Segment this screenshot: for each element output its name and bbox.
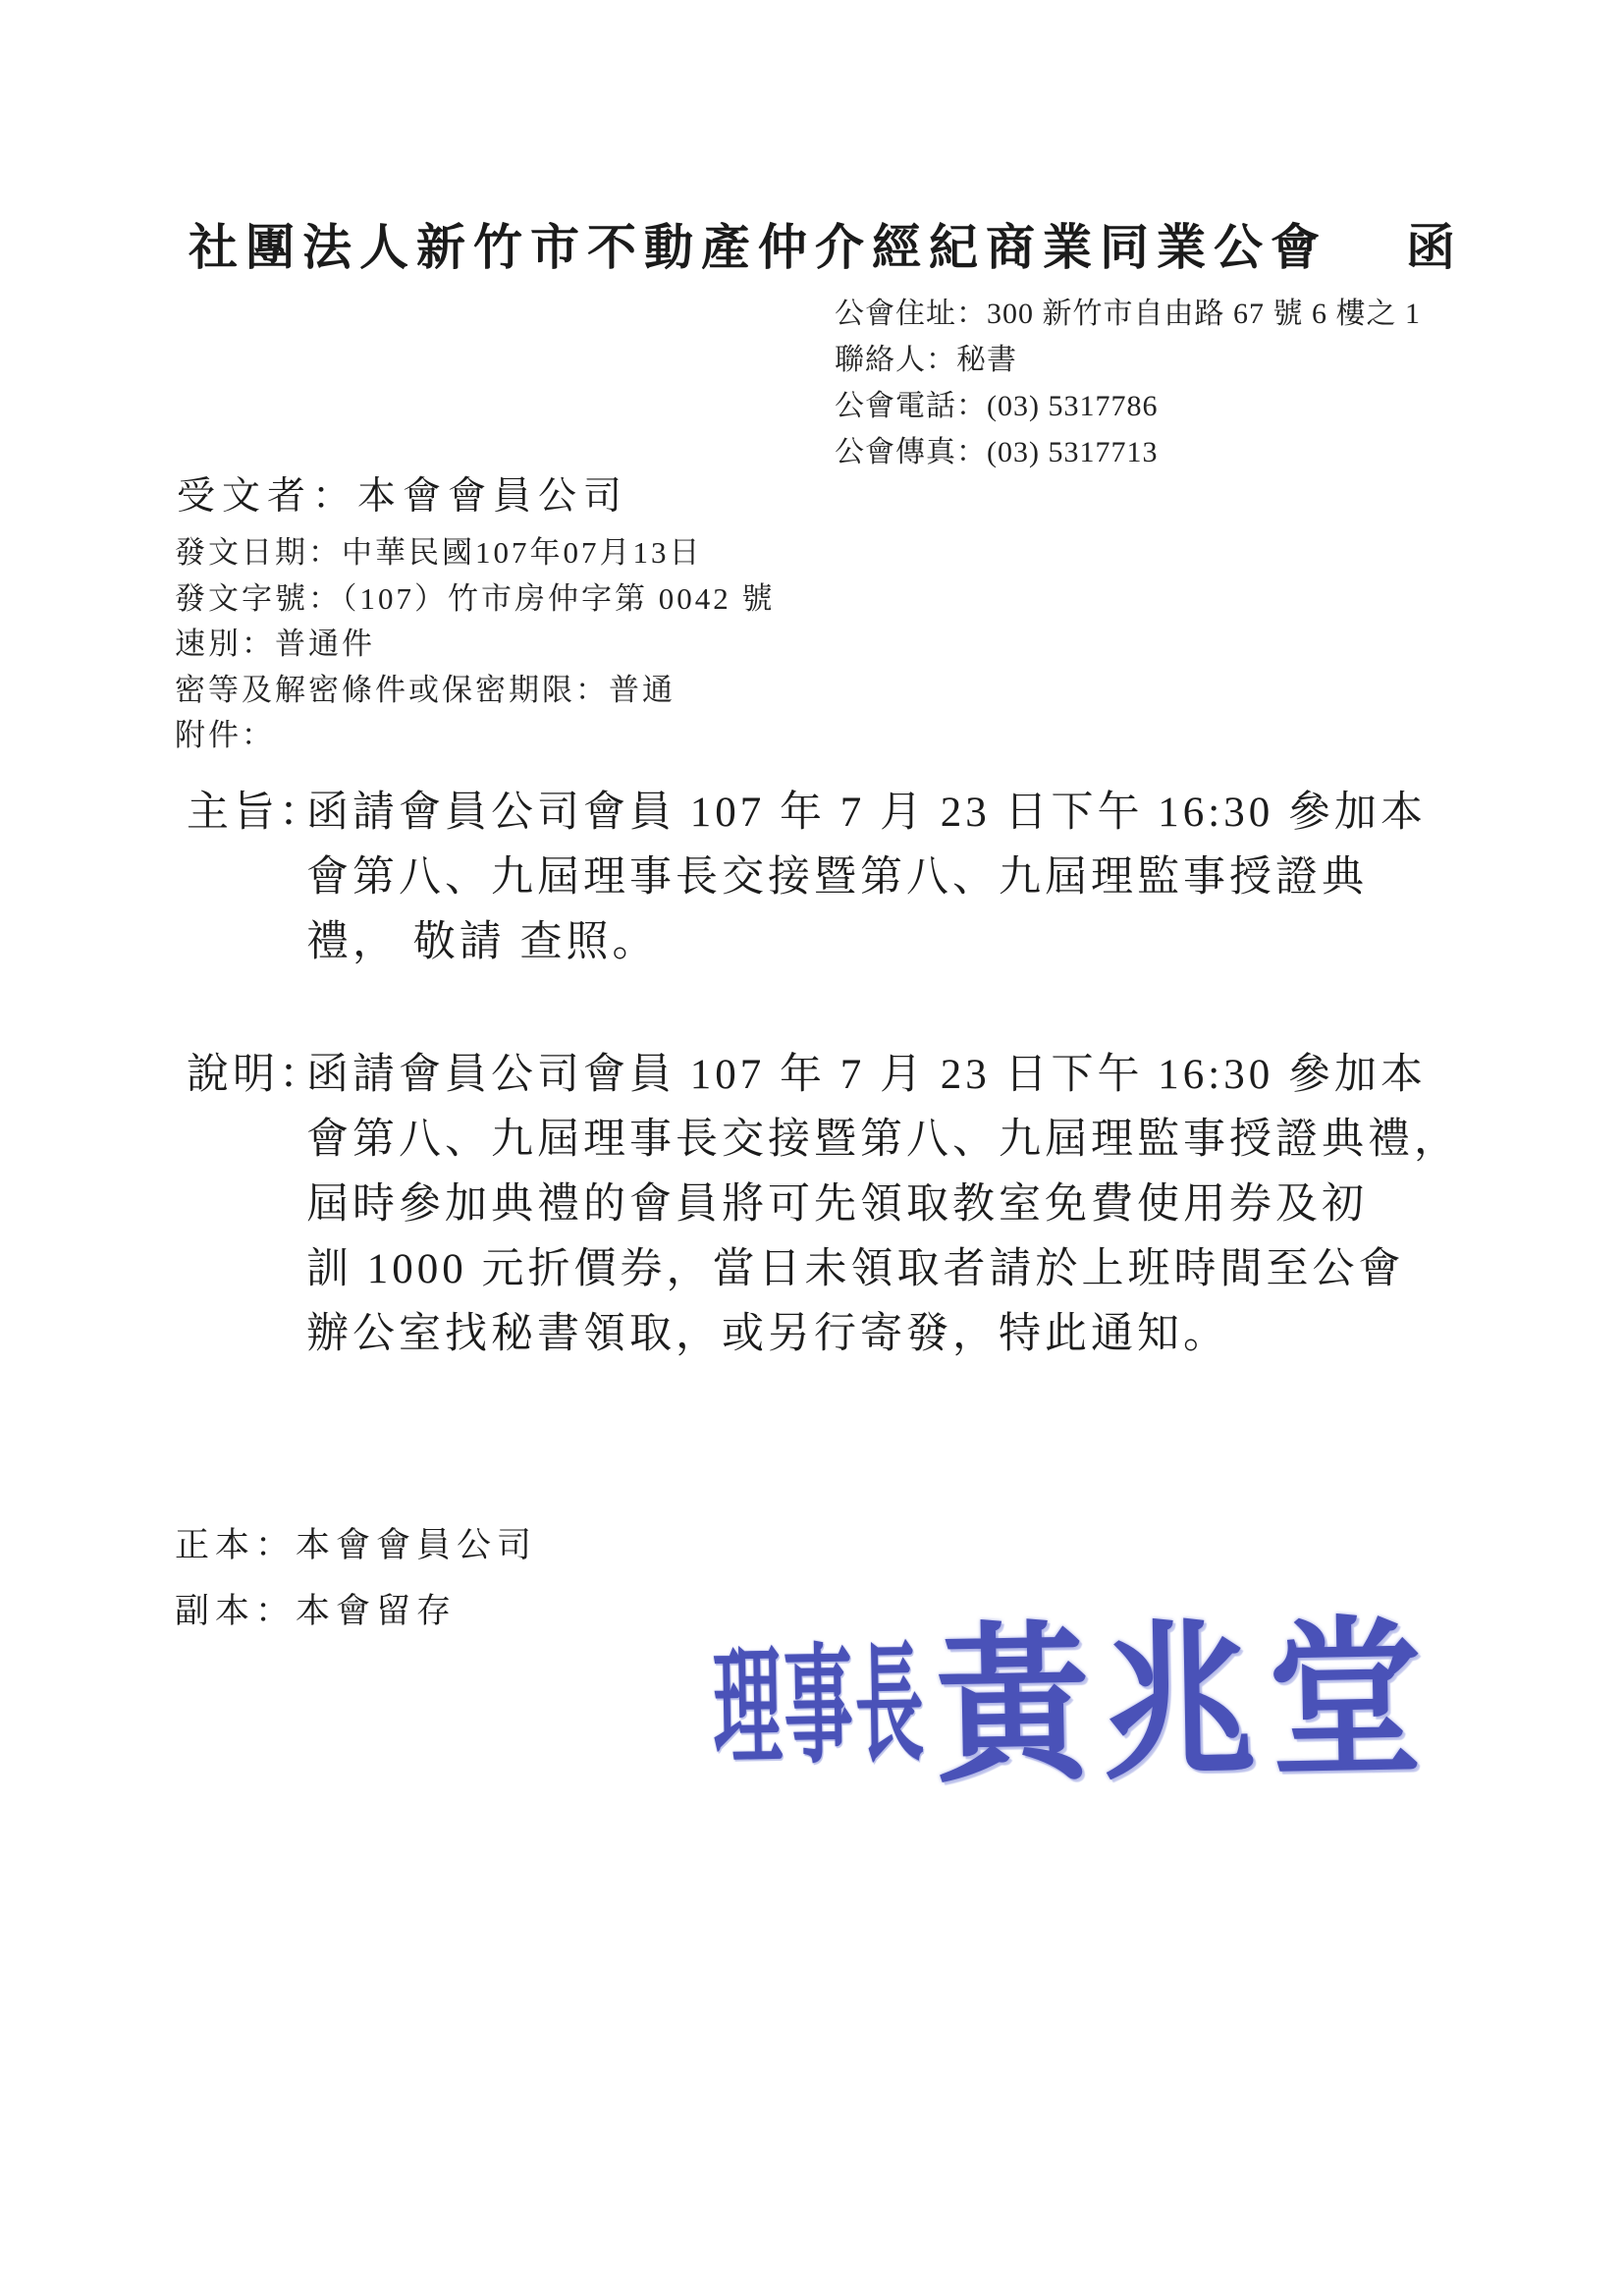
security-class-label: 密等及解密條件或保密期限：: [175, 672, 609, 707]
description-text-line: 辦公室找秘書領取，或另行寄發，特此通知。: [306, 1311, 1229, 1357]
description-text-line: 會第八、九屆理事長交接暨第八、九屆理監事授證典禮，: [306, 1117, 1460, 1163]
meta-block: [175, 530, 776, 759]
security-class-line: [175, 668, 776, 714]
issue-date-value: 中華民國107年07月13日: [342, 535, 703, 570]
original-copy-line: [175, 1512, 537, 1578]
speed-class-line: [175, 622, 776, 668]
contact-person-value: 秘書: [956, 344, 1017, 376]
description-label: 說明：: [187, 1052, 325, 1098]
duplicate-copy-label: 副本：: [175, 1592, 297, 1630]
chairman-stamp: [711, 1562, 1480, 1817]
subject-body: [306, 781, 1427, 975]
original-copy-label: 正本：: [175, 1526, 297, 1564]
contact-address-line: [835, 291, 1421, 337]
subject-label: 主旨：: [187, 790, 325, 836]
recipient-value: 本會會員公司: [357, 475, 629, 518]
contact-person-line: [835, 337, 1421, 383]
issue-date-line: [175, 530, 776, 576]
subject-section: [187, 781, 1427, 975]
document-type: 函: [1406, 220, 1463, 275]
contact-phone-value: (03) 5317786: [987, 390, 1159, 422]
description-text-line: 函請會員公司會員 107 年 7 月 23 日下午 16:30 參加本: [306, 1052, 1427, 1098]
description-text-line: 訓 1000 元折價券，當日未領取者請於上班時間至公會: [306, 1246, 1405, 1292]
copies-block: [175, 1512, 537, 1644]
reference-number-line: [175, 576, 776, 623]
original-copy-value: 本會會員公司: [296, 1526, 538, 1564]
speed-class-label: 速別：: [175, 627, 275, 661]
contact-person-label: 聯絡人：: [835, 344, 956, 376]
contact-fax-value: (03) 5317713: [987, 436, 1159, 468]
subject-text-line: 函請會員公司會員 107 年 7 月 23 日下午 16:30 參加本: [306, 790, 1427, 836]
description-body: [306, 1043, 1460, 1367]
speed-class-value: 普通件: [275, 627, 375, 661]
issue-date-label: 發文日期：: [175, 535, 342, 570]
organization-name: 社團法人新竹市不動產仲介經紀商業同業公會: [189, 220, 1327, 275]
stamp-name-text: 黃兆堂: [934, 1606, 1436, 1804]
document-title: [189, 208, 1463, 279]
description-section: [187, 1043, 1460, 1367]
recipient-label: 受文者：: [177, 475, 358, 518]
security-class-value: 普通: [609, 672, 676, 707]
recipient-line: [177, 465, 628, 520]
description-text-line: 屆時參加典禮的會員將可先領取教室免費使用券及初: [306, 1181, 1368, 1228]
stamp-role-text: 理事長: [712, 1634, 928, 1781]
duplicate-copy-line: [175, 1578, 537, 1644]
attachment-label: 附件：: [175, 718, 275, 752]
contact-address-label: 公會住址：: [835, 298, 987, 330]
duplicate-copy-value: 本會留存: [296, 1592, 458, 1630]
subject-text-line: 會第八、九屆理事長交接暨第八、九屆理監事授證典: [306, 854, 1368, 901]
attachment-line: [175, 713, 776, 759]
subject-text-line: 禮， 敬請 查照。: [306, 919, 659, 965]
contact-info-block: [835, 291, 1421, 475]
contact-fax-line: [835, 429, 1421, 475]
contact-fax-label: 公會傳真：: [835, 436, 987, 468]
contact-phone-line: [835, 383, 1421, 429]
contact-address-value: 300 新竹市自由路 67 號 6 樓之 1: [987, 298, 1421, 330]
reference-number-label: 發文字號：: [175, 580, 342, 616]
contact-phone-label: 公會電話：: [835, 390, 987, 422]
reference-number-value: （107）竹市房仲字第 0042 號: [342, 580, 776, 616]
